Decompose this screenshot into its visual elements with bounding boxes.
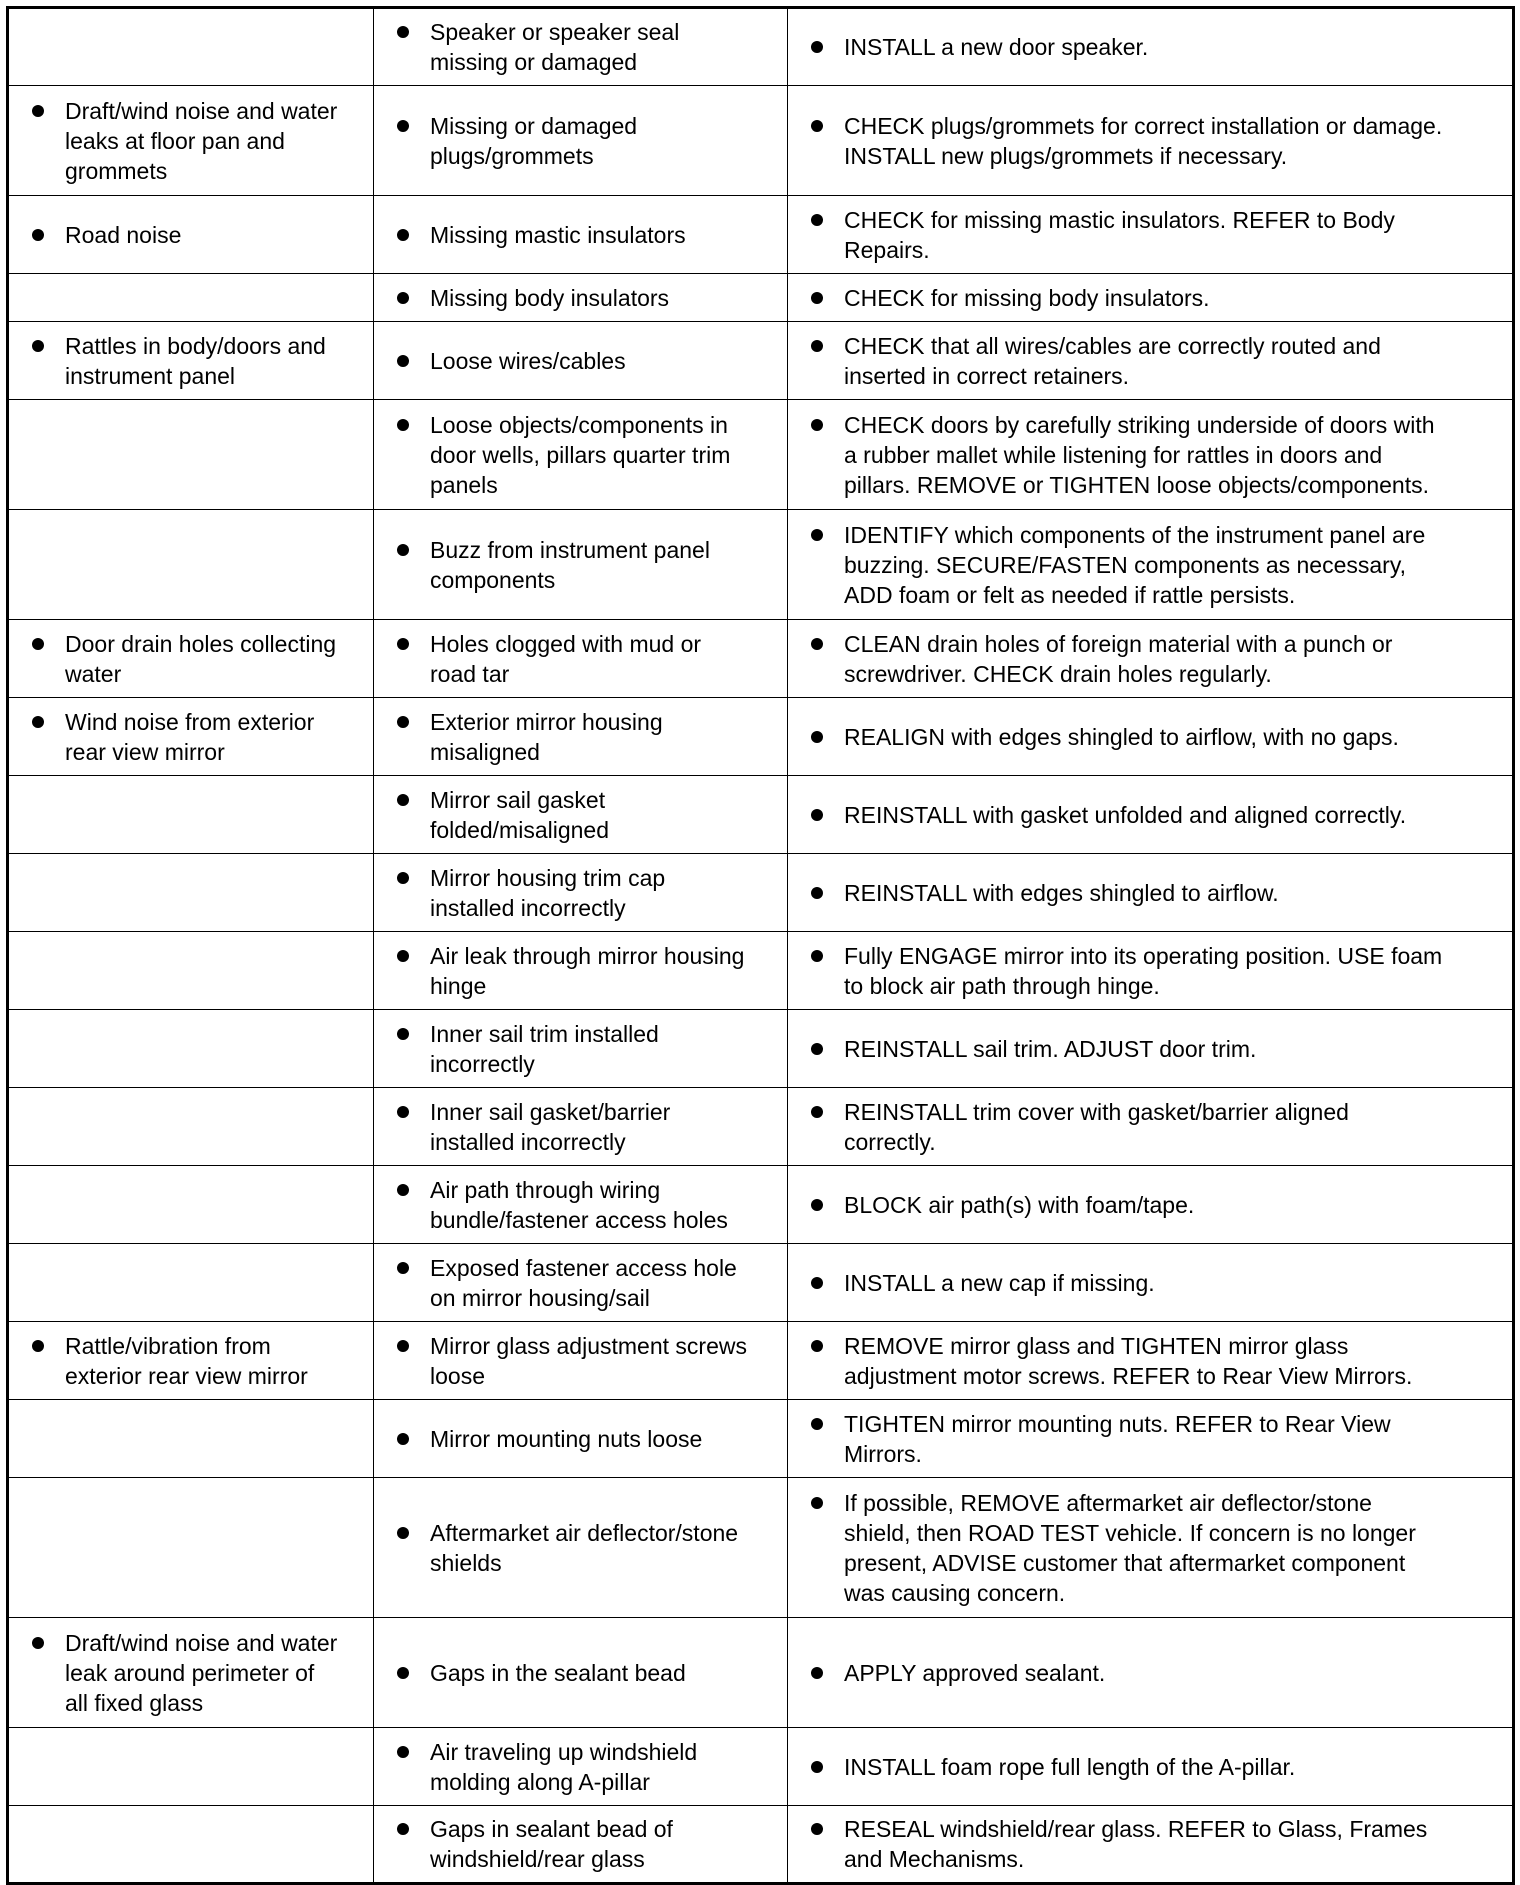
bullet-icon: [811, 340, 823, 352]
cause-cell-text: Mirror mounting nuts loose: [430, 1425, 703, 1452]
action-cell: [788, 322, 1514, 400]
action-cell-text: REINSTALL sail trim. ADJUST door trim.: [844, 1035, 1257, 1062]
table-row: [8, 1244, 1514, 1322]
bullet-icon: [397, 1262, 409, 1274]
bullet-icon: [397, 355, 409, 367]
cause-cell: [374, 1322, 788, 1400]
cause-cell-text: Gaps in sealant bead of windshield/rear glass: [430, 1816, 673, 1872]
table-row: [8, 400, 1514, 510]
bullet-icon: [32, 229, 44, 241]
action-cell: [788, 776, 1514, 854]
action-cell: [788, 510, 1514, 620]
cause-cell-text: Inner sail trim installed incorrectly: [430, 1020, 659, 1077]
cause-cell-text: Air path through wiring bundle/fastener access holes: [430, 1176, 728, 1233]
symptom-cell: [8, 196, 374, 274]
action-cell: [788, 620, 1514, 698]
symptom-cell: [8, 510, 374, 620]
table-row: [8, 274, 1514, 322]
bullet-icon: [811, 1277, 823, 1289]
bullet-icon: [397, 1028, 409, 1040]
symptom-cell: [8, 1088, 374, 1166]
bullet-icon: [811, 887, 823, 899]
symptom-cell: [8, 932, 374, 1010]
table-row: [8, 86, 1514, 196]
bullet-icon: [811, 809, 823, 821]
action-cell-text: Fully ENGAGE mirror into its operating position. USE foam to block air path through hinge.: [844, 942, 1443, 999]
bullet-icon: [811, 1418, 823, 1430]
symptom-cell: [8, 620, 374, 698]
bullet-icon: [32, 105, 44, 117]
action-cell: [788, 1244, 1514, 1322]
bullet-icon: [811, 1043, 823, 1055]
bullet-icon: [397, 1184, 409, 1196]
action-cell: [788, 1400, 1514, 1478]
symptom-cell: [8, 1728, 374, 1806]
action-cell: [788, 1806, 1514, 1884]
action-cell: [788, 1618, 1514, 1728]
cause-cell-text: Exposed fastener access hole on mirror housing/sail: [430, 1254, 737, 1311]
action-cell-text: REMOVE mirror glass and TIGHTEN mirror glass adjustment motor screws. REFER to Rear View Mirrors.: [844, 1332, 1413, 1389]
action-cell: [788, 1728, 1514, 1806]
table-row: [8, 698, 1514, 776]
table-row: [8, 196, 1514, 274]
action-cell-text: REINSTALL with edges shingled to airflow.: [844, 879, 1279, 906]
bullet-icon: [811, 1497, 823, 1509]
action-cell-text: REINSTALL trim cover with gasket/barrier aligned correctly.: [844, 1098, 1349, 1155]
action-cell: [788, 854, 1514, 932]
cause-cell-text: Missing body insulators: [430, 284, 670, 311]
cause-cell: [374, 510, 788, 620]
action-cell: [788, 1010, 1514, 1088]
bullet-icon: [397, 1340, 409, 1352]
symptom-cell: [8, 1244, 374, 1322]
table-row: [8, 1088, 1514, 1166]
symptom-cell-text: Wind noise from exterior rear view mirror: [65, 708, 315, 765]
bullet-icon: [397, 1527, 409, 1539]
table-row: [8, 1322, 1514, 1400]
cause-cell-text: Mirror glass adjustment screws loose: [430, 1332, 747, 1389]
cause-cell: [374, 1088, 788, 1166]
bullet-icon: [397, 1746, 409, 1758]
symptom-cell-text: Rattle/vibration from exterior rear view mirror: [65, 1332, 308, 1389]
table-row: [8, 932, 1514, 1010]
symptom-cell: [8, 1010, 374, 1088]
bullet-icon: [32, 340, 44, 352]
action-cell-text: CHECK plugs/grommets for correct installation or damage. INSTALL new plugs/grommets if necessary.: [844, 112, 1443, 169]
symptom-cell-text: Draft/wind noise and water leaks at floor pan and grommets: [65, 97, 338, 184]
table-body: [8, 8, 1514, 1884]
table-row: [8, 854, 1514, 932]
bullet-icon: [397, 794, 409, 806]
cause-cell: [374, 620, 788, 698]
bullet-icon: [811, 1106, 823, 1118]
bullet-icon: [811, 1823, 823, 1835]
bullet-icon: [811, 1667, 823, 1679]
symptom-cell-text: Rattles in body/doors and instrument panel: [65, 332, 326, 389]
action-cell-text: CLEAN drain holes of foreign material with a punch or screwdriver. CHECK drain holes regularly.: [844, 630, 1393, 687]
action-cell-text: REALIGN with edges shingled to airflow, with no gaps.: [844, 723, 1399, 750]
symptom-cell-text: Door drain holes collecting water: [65, 630, 337, 687]
table-row: [8, 620, 1514, 698]
action-cell-text: CHECK that all wires/cables are correctly routed and inserted in correct retainers.: [844, 332, 1381, 389]
diagnosis-table: [6, 6, 1515, 1885]
bullet-icon: [397, 26, 409, 38]
bullet-icon: [811, 1199, 823, 1211]
action-cell-text: CHECK for missing body insulators.: [844, 284, 1210, 311]
cause-cell-text: Loose objects/components in door wells, pillars quarter trim panels: [430, 411, 731, 498]
action-cell-text: CHECK doors by carefully striking underside of doors with a rubber mallet while listening for rattles in doors and pillars. REMOVE or TIGHTEN loose objects/components.: [844, 411, 1435, 498]
action-cell-text: TIGHTEN mirror mounting nuts. REFER to Rear View Mirrors.: [844, 1410, 1391, 1467]
bullet-icon: [811, 214, 823, 226]
cause-cell-text: Loose wires/cables: [430, 347, 626, 374]
symptom-cell-text: Draft/wind noise and water leak around perimeter of all fixed glass: [65, 1629, 338, 1716]
bullet-icon: [811, 1761, 823, 1773]
table-row: [8, 8, 1514, 86]
bullet-icon: [397, 638, 409, 650]
action-cell: [788, 1166, 1514, 1244]
action-cell-text: INSTALL a new door speaker.: [844, 34, 1149, 60]
cause-cell-text: Buzz from instrument panel components: [430, 536, 710, 593]
action-cell: [788, 1478, 1514, 1618]
action-cell-text: APPLY approved sealant.: [844, 1659, 1106, 1686]
cause-cell: [374, 196, 788, 274]
symptom-cell: [8, 776, 374, 854]
symptom-cell-text: Road noise: [65, 221, 182, 248]
bullet-icon: [397, 1433, 409, 1445]
cause-cell: [374, 274, 788, 322]
bullet-icon: [811, 419, 823, 431]
cause-cell: [374, 400, 788, 510]
cause-cell-text: Speaker or speaker seal missing or damaged: [430, 19, 680, 75]
symptom-cell: [8, 854, 374, 932]
cause-cell-text: Air leak through mirror housing hinge: [430, 942, 745, 999]
action-cell: [788, 400, 1514, 510]
bullet-icon: [811, 950, 823, 962]
symptom-cell: [8, 1618, 374, 1728]
bullet-icon: [811, 529, 823, 541]
action-cell: [788, 932, 1514, 1010]
table-row: [8, 1478, 1514, 1618]
cause-cell: [374, 854, 788, 932]
cause-cell-text: Air traveling up windshield molding along A-pillar: [430, 1738, 698, 1795]
bullet-icon: [32, 638, 44, 650]
table-row: [8, 1166, 1514, 1244]
action-cell-text: If possible, REMOVE aftermarket air deflector/stone shield, then ROAD TEST vehicle. If concern is no longer present, ADVISE customer that aftermarket component was causing concern.: [844, 1489, 1416, 1606]
cause-cell: [374, 1806, 788, 1884]
symptom-cell: [8, 698, 374, 776]
action-cell-text: BLOCK air path(s) with foam/tape.: [844, 1191, 1195, 1218]
table-row: [8, 1806, 1514, 1884]
cause-cell: [374, 1166, 788, 1244]
bullet-icon: [32, 1637, 44, 1649]
cause-cell: [374, 1728, 788, 1806]
cause-cell-text: Mirror sail gasket folded/misaligned: [430, 786, 610, 843]
cause-cell-text: Holes clogged with mud or road tar: [430, 630, 702, 687]
cause-cell: [374, 8, 788, 86]
action-cell-text: INSTALL foam rope full length of the A-pillar.: [844, 1753, 1296, 1780]
table-row: [8, 510, 1514, 620]
table-row: [8, 322, 1514, 400]
action-cell: [788, 196, 1514, 274]
bullet-icon: [32, 716, 44, 728]
cause-cell: [374, 322, 788, 400]
action-cell-text: INSTALL a new cap if missing.: [844, 1269, 1155, 1296]
cause-cell: [374, 1244, 788, 1322]
action-cell-text: IDENTIFY which components of the instrument panel are buzzing. SECURE/FASTEN components as necessary, ADD foam or felt as needed if rattle persists.: [844, 521, 1426, 608]
action-cell: [788, 698, 1514, 776]
table-row: [8, 1728, 1514, 1806]
symptom-cell: [8, 1322, 374, 1400]
action-cell: [788, 274, 1514, 322]
cause-cell-text: Aftermarket air deflector/stone shields: [430, 1519, 739, 1576]
cause-cell-text: Gaps in the sealant bead: [430, 1659, 686, 1686]
cause-cell: [374, 1010, 788, 1088]
bullet-icon: [811, 120, 823, 132]
cause-cell-text: Inner sail gasket/barrier installed incorrectly: [430, 1098, 671, 1155]
action-cell: [788, 1322, 1514, 1400]
bullet-icon: [397, 419, 409, 431]
cause-cell-text: Exterior mirror housing misaligned: [430, 708, 663, 765]
bullet-icon: [811, 41, 823, 53]
bullet-icon: [397, 950, 409, 962]
bullet-icon: [397, 1106, 409, 1118]
bullet-icon: [811, 1340, 823, 1352]
bullet-icon: [397, 1667, 409, 1679]
cause-cell: [374, 698, 788, 776]
symptom-cell: [8, 8, 374, 86]
action-cell-text: RESEAL windshield/rear glass. REFER to Glass, Frames and Mechanisms.: [844, 1816, 1428, 1872]
cause-cell: [374, 1618, 788, 1728]
bullet-icon: [811, 638, 823, 650]
symptom-cell: [8, 1478, 374, 1618]
bullet-icon: [397, 229, 409, 241]
table-row: [8, 776, 1514, 854]
bullet-icon: [811, 731, 823, 743]
cause-cell-text: Missing or damaged plugs/grommets: [430, 112, 638, 169]
action-cell: [788, 8, 1514, 86]
cause-cell: [374, 776, 788, 854]
table-row: [8, 1400, 1514, 1478]
bullet-icon: [397, 292, 409, 304]
action-cell-text: REINSTALL with gasket unfolded and aligned correctly.: [844, 801, 1407, 828]
symptom-cell: [8, 274, 374, 322]
cause-cell: [374, 1478, 788, 1618]
symptom-cell: [8, 1400, 374, 1478]
bullet-icon: [811, 292, 823, 304]
cause-cell: [374, 932, 788, 1010]
action-cell-text: CHECK for missing mastic insulators. REFER to Body Repairs.: [844, 206, 1395, 263]
table-row: [8, 1618, 1514, 1728]
symptom-cell: [8, 322, 374, 400]
bullet-icon: [397, 1823, 409, 1835]
bullet-icon: [397, 872, 409, 884]
cause-cell-text: Mirror housing trim cap installed incorrectly: [430, 864, 666, 921]
symptom-cell: [8, 1166, 374, 1244]
symptom-cell: [8, 86, 374, 196]
table-row: [8, 1010, 1514, 1088]
action-cell: [788, 86, 1514, 196]
cause-cell: [374, 86, 788, 196]
bullet-icon: [32, 1340, 44, 1352]
symptom-cell: [8, 1806, 374, 1884]
bullet-icon: [397, 544, 409, 556]
cause-cell: [374, 1400, 788, 1478]
cause-cell-text: Missing mastic insulators: [430, 221, 686, 248]
action-cell: [788, 1088, 1514, 1166]
symptom-cell: [8, 400, 374, 510]
bullet-icon: [397, 120, 409, 132]
bullet-icon: [397, 716, 409, 728]
